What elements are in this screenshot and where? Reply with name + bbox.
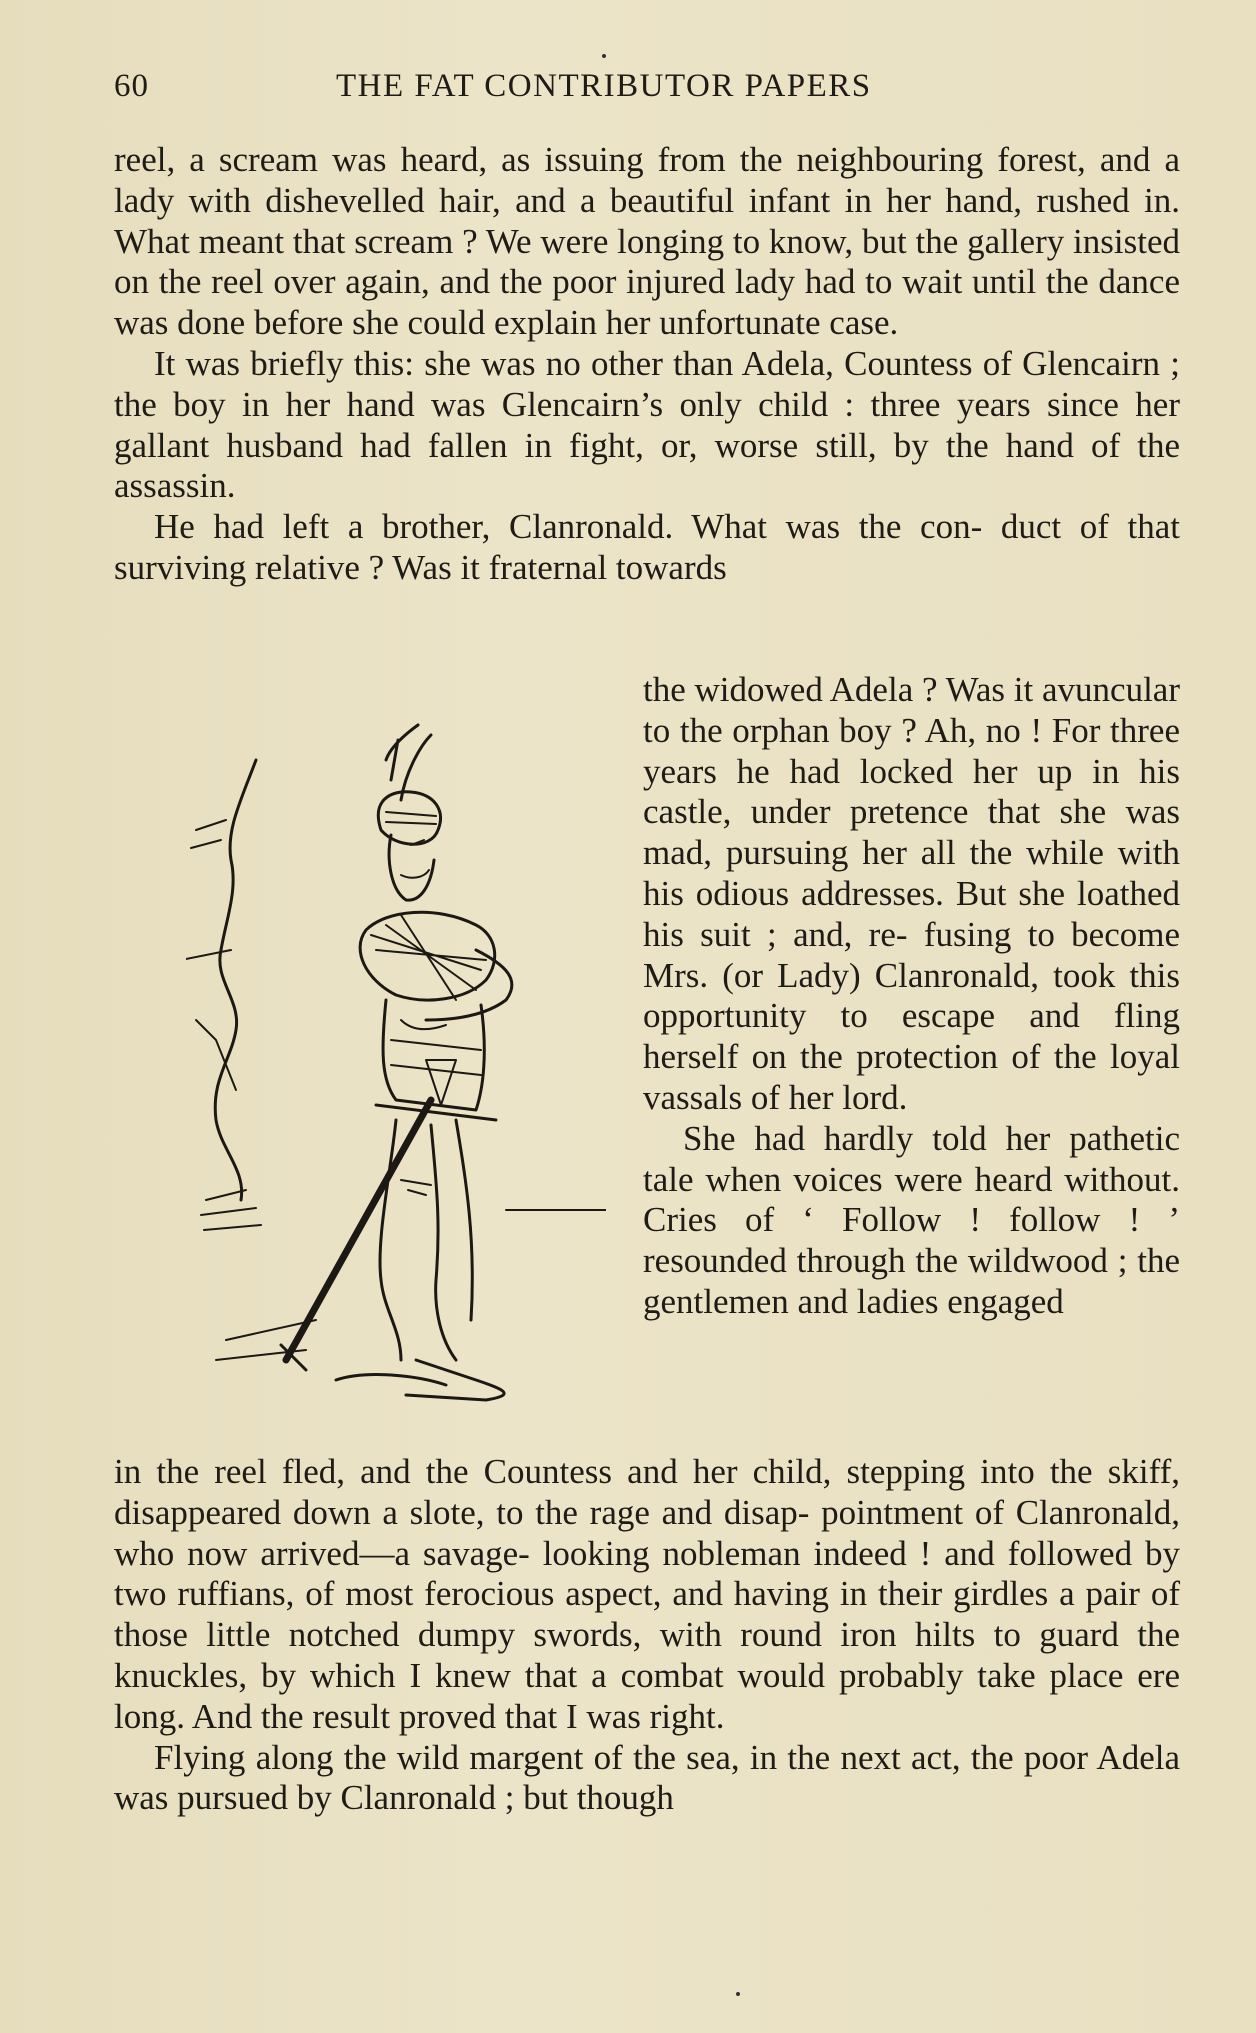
page-header [114, 62, 1174, 112]
paragraph: reel, a scream was heard, as issuing from the neighbouring forest, and a lady with dishevelled hair, and a beautiful infant in her hand, rushed in. What meant that scream ? We were longing to know, but the gallery insisted on the reel over again, and the poor injured lady had to wait until the dance was done before she could explain her unfortunate case. [114, 140, 1180, 343]
paragraph: He had left a brother, Clanronald. What was the con- duct of that surviving relative ? Was it fraternal towards [114, 507, 1180, 587]
paragraph: the widowed Adela ? Was it avuncular to the orphan boy ? Ah, no ! For three years he had locked her up in his castle, under pretence that she was mad, pursuing her all the while with his odious addresses. But she loathed his suit ; and, re- fusing to become Mrs. (or Lady) Clanronald, took this opportunity to escape and fling herself on the protection of the loyal vassals of her lord. [643, 670, 1180, 1117]
text-block-beside-figure [643, 670, 1180, 1323]
paragraph: She had hardly told her pathetic tale when voices were heard without. Cries of ‘ Follow ! follow ! ’ resounded through the wildwood ; the gentlemen and ladies engaged [643, 1118, 1180, 1321]
print-mark [602, 54, 606, 58]
running-title: THE FAT CONTRIBUTOR PAPERS [336, 68, 872, 104]
page-number: 60 [114, 68, 149, 104]
highlander-illustration-icon [186, 720, 606, 1420]
text-block-bottom [114, 1452, 1180, 1819]
paragraph: in the reel fled, and the Countess and her child, stepping into the skiff, disappeared down a slote, to the rage and disap- pointment of Clanronald, who now arrived—a savage- looking nobleman indeed ! and followed by two ruffians, of most ferocious aspect, and having in their girdles a pair of those little notched dumpy swords, with round iron hilts to guard the knuckles, by which I knew that a combat would probably take place ere long. And the result proved that I was right. [114, 1452, 1180, 1736]
print-mark [736, 1992, 740, 1996]
paragraph: Flying along the wild margent of the sea, in the next act, the poor Adela was pursued by Clanronald ; but though [114, 1737, 1180, 1818]
text-block-top [114, 140, 1180, 589]
paragraph: It was briefly this: she was no other than Adela, Countess of Glencairn ; the boy in her hand was Glencairn’s only child : three years since her gallant husband had fallen in fight, or, worse still, by the hand of the assassin. [114, 343, 1180, 506]
